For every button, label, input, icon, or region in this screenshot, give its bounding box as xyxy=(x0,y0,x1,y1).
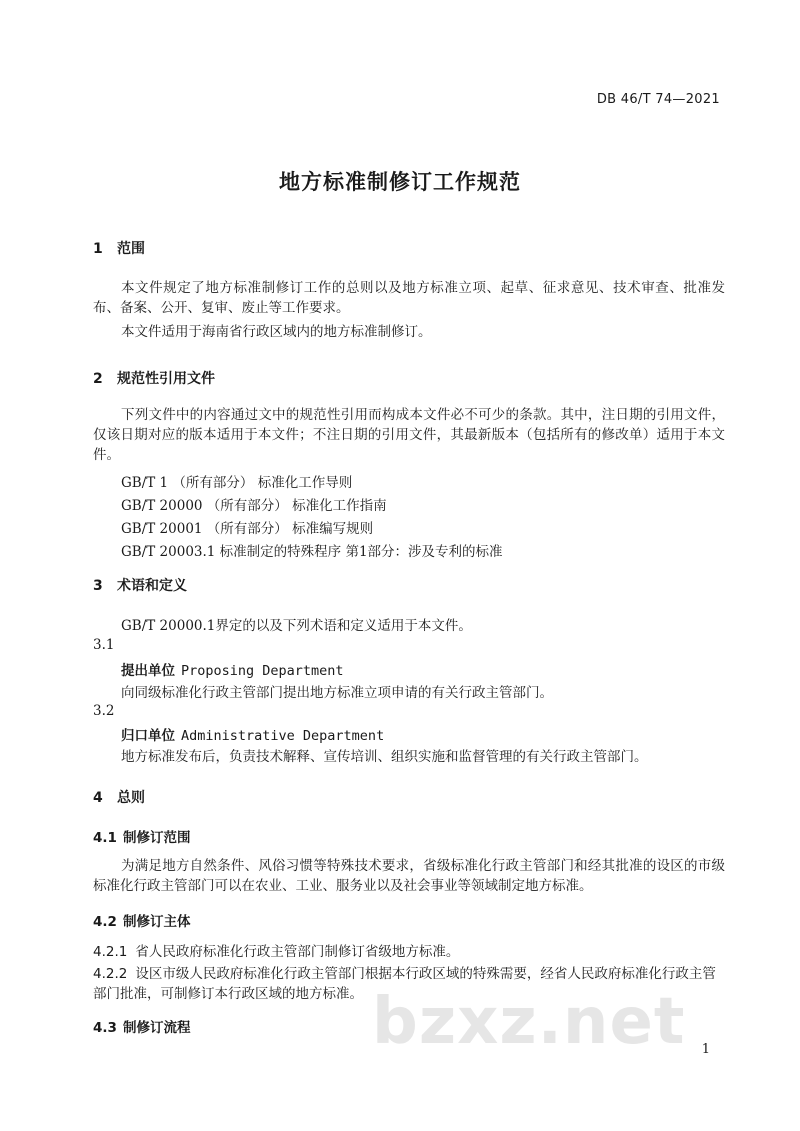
subsection-number: 4.1 xyxy=(93,830,117,846)
section-title: 规范性引用文件 xyxy=(117,371,215,387)
paragraph: GB/T 20000.1界定的以及下列术语和定义适用于本文件。 xyxy=(121,618,472,634)
reference-item: GB/T 1 （所有部分） 标准化工作导则 xyxy=(121,475,353,491)
clause-text: 设区市级人民政府标准化行政主管部门根据本行政区域的特殊需要，经省人民政府标准化行政主管部门批准，可制修订本行政区域的地方标准。 xyxy=(93,966,716,1002)
watermark: bzxz.net xyxy=(372,985,686,1059)
term-en: Proposing Department xyxy=(181,663,344,679)
subsection-number: 4.2 xyxy=(93,914,117,930)
clause xyxy=(93,942,725,962)
term-number: 3.1 xyxy=(93,637,115,653)
section-heading-1 xyxy=(93,238,145,258)
section-title: 术语和定义 xyxy=(117,578,187,594)
clause-number: 4.2.1 xyxy=(93,944,128,960)
paragraph: 本文件适用于海南省行政区域内的地方标准制修订。 xyxy=(121,324,432,340)
subsection-heading xyxy=(93,1016,191,1036)
section-heading-2 xyxy=(93,368,215,388)
reference-item: GB/T 20000 （所有部分） 标准化工作指南 xyxy=(121,498,387,514)
section-number: 2 xyxy=(93,371,103,387)
subsection-number: 4.3 xyxy=(93,1020,117,1036)
paragraph: 下列文件中的内容通过文中的规范性引用而构成本文件必不可少的条款。其中，注日期的引用文件，仅该日期对应的版本适用于本文件；不注日期的引用文件，其最新版本（包括所有的修改单）适用于本文件。 xyxy=(93,407,725,463)
term-number: 3.2 xyxy=(93,703,115,719)
term-name xyxy=(121,659,344,679)
term-zh: 归口单位 xyxy=(121,728,175,744)
section-number: 4 xyxy=(93,790,103,806)
document-code: DB 46/T 74—2021 xyxy=(596,92,720,107)
document-title: 地方标准制修订工作规范 xyxy=(279,170,521,194)
subsection-heading xyxy=(93,826,191,846)
paragraph: 本文件规定了地方标准制修订工作的总则以及地方标准立项、起草、征求意见、技术审查、批准发布、备案、公开、复审、废止等工作要求。 xyxy=(93,280,725,316)
reference-item: GB/T 20001 （所有部分） 标准编写规则 xyxy=(121,521,374,537)
subsection-title: 制修订主体 xyxy=(123,914,191,930)
clause-number: 4.2.2 xyxy=(93,966,128,982)
section-number: 1 xyxy=(93,241,103,257)
clause-text: 省人民政府标准化行政主管部门制修订省级地方标准。 xyxy=(135,944,460,960)
term-definition: 向同级标准化行政主管部门提出地方标准立项申请的有关行政主管部门。 xyxy=(121,685,553,701)
paragraph: 为满足地方自然条件、风俗习惯等特殊技术要求，省级标准化行政主管部门和经其批准的设区的市级标准化行政主管部门可以在农业、工业、服务业以及社会事业等领域制定地方标准。 xyxy=(93,858,725,894)
subsection-heading xyxy=(93,910,191,930)
section-title: 范围 xyxy=(117,241,145,257)
section-heading-4 xyxy=(93,787,145,807)
section-title: 总则 xyxy=(117,790,145,806)
page-number: 1 xyxy=(701,1042,710,1057)
term-zh: 提出单位 xyxy=(121,663,175,679)
term-name xyxy=(121,724,384,744)
term-en: Administrative Department xyxy=(181,728,385,744)
section-number: 3 xyxy=(93,578,103,594)
subsection-title: 制修订流程 xyxy=(123,1020,191,1036)
section-heading-3 xyxy=(93,575,187,595)
term-definition: 地方标准发布后，负责技术解释、宣传培训、组织实施和监督管理的有关行政主管部门。 xyxy=(121,749,648,765)
subsection-title: 制修订范围 xyxy=(123,830,191,846)
reference-item: GB/T 20003.1 标准制定的特殊程序 第1部分：涉及专利的标准 xyxy=(121,544,503,560)
